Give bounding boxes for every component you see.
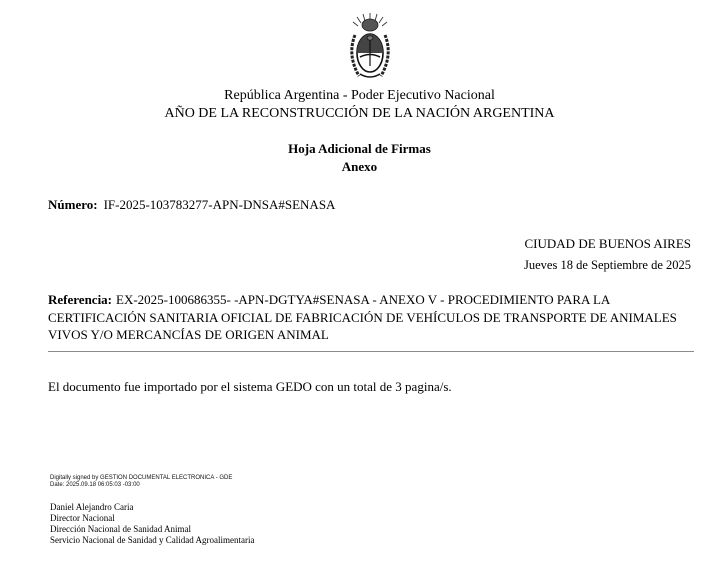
- digital-signature-stamp: [50, 475, 232, 489]
- signer-office: Dirección Nacional de Sanidad Animal: [50, 524, 191, 534]
- digital-signature-line1: Digitally signed by GESTION DOCUMENTAL ELECTRONICA - GDE: [50, 475, 233, 481]
- location-date: Jueves 18 de Septiembre de 2025: [524, 258, 691, 272]
- document-subtitle: Anexo: [341, 159, 378, 174]
- signer-role: Director Nacional: [50, 513, 115, 523]
- signer-name: Daniel Alejandro Caria: [50, 502, 134, 512]
- body-text: El documento fue importado por el sistema GEDO con un total de 3 pagina/s.: [48, 379, 452, 394]
- numero-line: [48, 197, 335, 213]
- numero-label: Número:: [48, 197, 98, 212]
- header-republica: República Argentina - Poder Ejecutivo Nacional: [224, 88, 495, 103]
- divider-rule: [48, 351, 694, 352]
- referencia-text: EX-2025-100686355- -APN-DGTYA#SENASA - ANEXO V - PROCEDIMIENTO PARA LA CERTIFICACIÓN SANITARIA OFICIAL DE FABRICACIÓN DE VEHÍCULOS DE TRANSPORTE DE ANIMALES VIVOS Y/O MERCANCÍAS DE ORIGEN ANIMAL: [48, 292, 677, 342]
- argentina-coat-of-arms-icon: [345, 10, 395, 82]
- document-title: Hoja Adicional de Firmas: [288, 141, 431, 156]
- digital-signature-line2: Date: 2025.09.18 06:05:03 -03:00: [50, 482, 140, 488]
- signer-organization: Servicio Nacional de Sanidad y Calidad Agroalimentaria: [50, 535, 255, 545]
- location-city: CIUDAD DE BUENOS AIRES: [524, 236, 691, 251]
- referencia-block: [48, 291, 698, 344]
- header-ano: AÑO DE LA RECONSTRUCCIÓN DE LA NACIÓN ARGENTINA: [164, 106, 555, 121]
- numero-value: IF-2025-103783277-APN-DNSA#SENASA: [103, 197, 336, 212]
- signer-block: [50, 502, 254, 546]
- referencia-label: Referencia:: [48, 292, 113, 307]
